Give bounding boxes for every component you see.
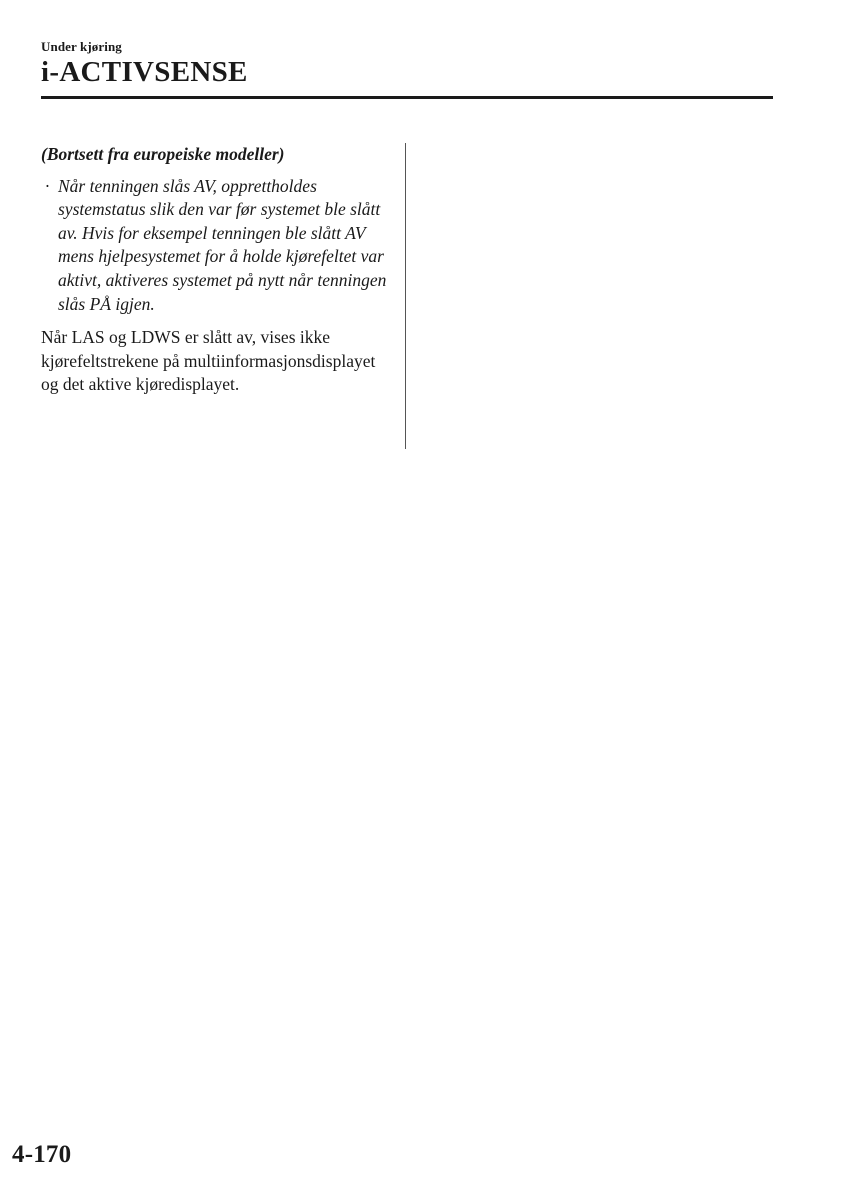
bullet-marker: · — [45, 175, 50, 196]
page-number: 4-170 — [12, 1141, 72, 1168]
left-column — [41, 143, 391, 397]
column-divider — [405, 143, 406, 449]
page-title: i-ACTIVSENSE — [41, 56, 248, 88]
model-subheading: (Bortsett fra europeiske modeller) — [41, 144, 285, 164]
heading-rule — [41, 96, 773, 99]
bullet-item — [41, 175, 391, 317]
bullet-text: Når tenningen slås AV, opprettholdes systemstatus slik den var før systemet ble slått av. Hvis for eksempel tenningen ble slått AV mens hjelpesystemet for å holde kjørefeltet var aktivt, aktiveres systemet på nytt når tenningen slås PÅ igjen. — [58, 175, 387, 314]
body-paragraph: Når LAS og LDWS er slått av, vises ikke kjørefeltstrekene på multiinformasjonsdisplayet og det aktive kjøredisplayet. — [41, 327, 376, 395]
section-label: Under kjøring — [41, 39, 122, 54]
